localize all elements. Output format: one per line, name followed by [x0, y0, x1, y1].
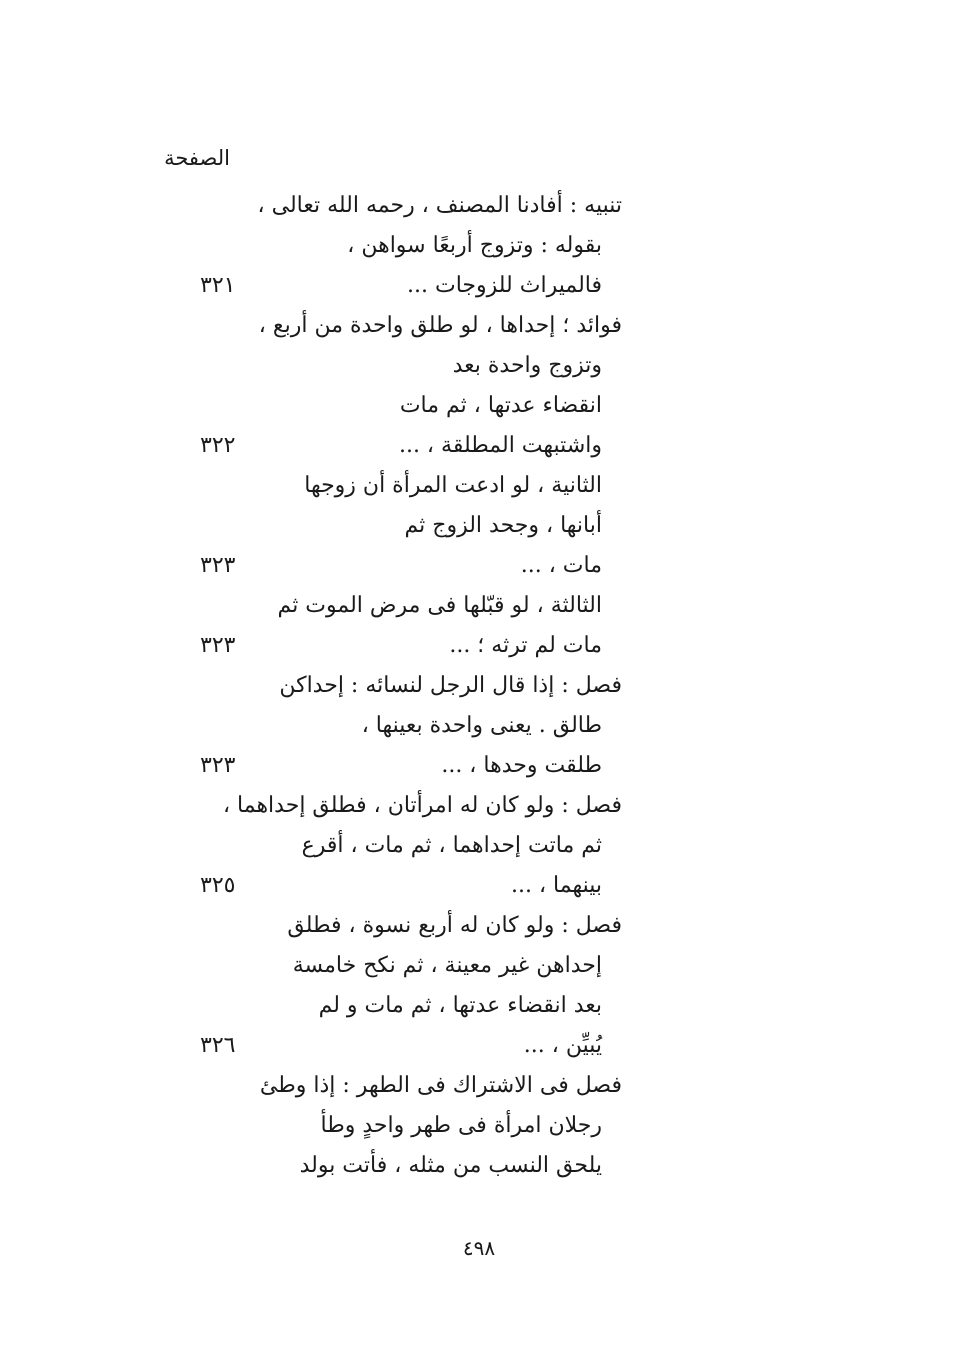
index-entry-line [150, 986, 630, 1026]
entry-text: فوائد ؛ إحداها ، لو طلق واحدة من أربع ، [258, 313, 622, 338]
index-entry-line [150, 826, 630, 866]
entry-text: تنبيه : أفادنا المصنف ، رحمه الله تعالى ، [257, 193, 622, 218]
entry-text: فصل : ولو كان له أربع نسوة ، فطلق [287, 913, 622, 938]
entry-text: وتزوج واحدة بعد [452, 353, 602, 378]
index-entry-line [150, 466, 630, 506]
entry-page-number: ٣٢٣ [200, 633, 236, 658]
entry-text: فصل : إذا قال الرجل لنسائه : إحداكن [279, 673, 622, 698]
entry-text: يلحق النسب من مثله ، فأتت بولد [299, 1153, 602, 1178]
index-entry-line [150, 706, 630, 746]
entry-page-number: ٣٢٦ [200, 1033, 236, 1058]
entry-text: فصل : ولو كان له امرأتان ، فطلق إحداهما ، [222, 793, 622, 818]
entry-text: فصل فى الاشتراك فى الطهر : إذا وطئ [259, 1073, 622, 1098]
entry-text: أبانها ، وجحد الزوج ثم [404, 513, 602, 538]
index-entries [150, 186, 630, 1186]
entry-text: مات لم ترثه ؛ ... [449, 633, 602, 658]
entry-text: إحداهن غير معينة ، ثم نكح خامسة [292, 953, 602, 978]
index-entry-line [150, 1146, 630, 1186]
index-entry-line [150, 1066, 630, 1106]
entry-text: طلقت وحدها ، ... [441, 753, 602, 778]
index-entry-line [150, 386, 630, 426]
entry-text: بقوله : وتزوج أربعًا سواهن ، [347, 233, 602, 258]
entry-page-number: ٣٢٣ [200, 553, 236, 578]
entry-text: رجلان امرأة فى طهر واحدٍ وطأ [320, 1113, 602, 1138]
entry-text: بينهما ، ... [510, 873, 602, 898]
entry-page-number: ٣٢١ [200, 273, 236, 298]
entry-text: ثم ماتت إحداهما ، ثم مات ، أقرع [301, 833, 602, 858]
index-entry-line [150, 946, 630, 986]
entry-text: فالميراث للزوجات ... [407, 273, 602, 298]
index-entry-line [150, 1026, 630, 1066]
entry-text: الثالثة ، لو قبّلها فى مرض الموت ثم [277, 593, 602, 618]
index-entry-line [150, 226, 630, 266]
entry-text: الثانية ، لو ادعت المرأة أن زوجها [304, 473, 602, 498]
entry-page-number: ٣٢٢ [200, 433, 236, 458]
entry-text: طالق . يعنى واحدة بعينها ، [361, 713, 602, 738]
index-entry-line [150, 186, 630, 226]
index-entry-line [150, 1106, 630, 1146]
index-entry-line [150, 786, 630, 826]
index-entry-line [150, 626, 630, 666]
page-column-header: الصفحة [164, 146, 230, 170]
index-entry-line [150, 586, 630, 626]
entry-text: بعد انقضاء عدتها ، ثم مات و لم [318, 993, 602, 1018]
entry-page-number: ٣٢٥ [200, 873, 236, 898]
entry-text: انقضاء عدتها ، ثم مات [399, 393, 602, 418]
entry-text: واشتبهت المطلقة ، ... [398, 433, 602, 458]
entry-text: يُبيِّن ، ... [523, 1033, 602, 1058]
index-entry-line [150, 306, 630, 346]
index-entry-line [150, 746, 630, 786]
page-number: ٤٩٨ [462, 1236, 496, 1260]
index-entry-line [150, 506, 630, 546]
index-entry-line [150, 346, 630, 386]
index-entry-line [150, 546, 630, 586]
entry-text: مات ، ... [520, 553, 602, 578]
entry-page-number: ٣٢٣ [200, 753, 236, 778]
index-entry-line [150, 426, 630, 466]
index-entry-line [150, 866, 630, 906]
index-entry-line [150, 266, 630, 306]
index-entry-line [150, 666, 630, 706]
index-entry-line [150, 906, 630, 946]
